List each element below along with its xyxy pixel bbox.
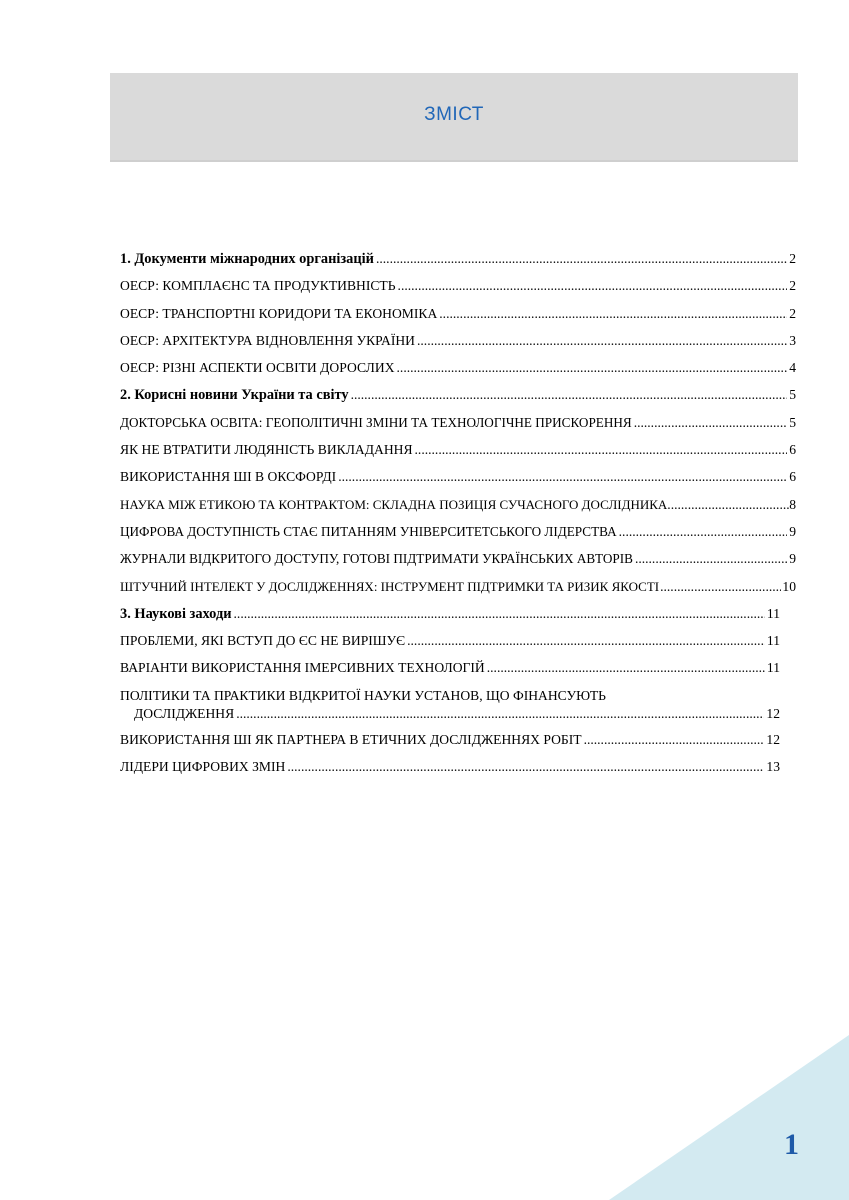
toc-entry-text: ЦИФРОВА ДОСТУПНІСТЬ СТАЄ ПИТАННЯМ УНІВЕРСИТЕТСЬКОГО ЛІДЕРСТВА [120,523,617,539]
toc-entry-page: 5 [789,387,796,403]
toc-entry[interactable] [120,578,796,605]
toc-leader-dots [619,523,788,541]
toc-entry[interactable] [120,632,780,659]
toc-entry-page: 10 [782,578,796,594]
toc-entry-text: ЯК НЕ ВТРАТИТИ ЛЮДЯНІСТЬ ВИКЛАДАННЯ [120,442,413,458]
toc-entry[interactable] [120,550,796,577]
toc-entry-multiline[interactable] [120,687,780,731]
toc-entry-page: 6 [789,442,796,458]
toc-leader-dots [439,305,787,323]
header-band [110,73,798,162]
toc-entry-page: 5 [789,414,796,430]
toc-entry[interactable] [120,441,796,468]
toc-entry[interactable] [120,305,796,332]
toc-entry[interactable] [120,758,780,785]
toc-heading: ЗМІСТ [424,104,484,125]
toc-entry-text: ОЕСР: ТРАНСПОРТНІ КОРИДОРИ ТА ЕКОНОМІКА [120,305,438,321]
toc-entry-section-1[interactable] [120,250,796,277]
toc-entry-section-3[interactable] [120,605,780,632]
toc-entry-page: 12 [766,705,780,721]
toc-entry-text: ОЕСР: РІЗНІ АСПЕКТИ ОСВІТИ ДОРОСЛИХ [120,360,395,376]
toc-entry-page: 9 [789,523,796,539]
toc-entry-text: 2. Корисні новини України та світу [120,387,349,404]
toc-leader-dots [234,605,765,623]
toc-entry[interactable] [120,731,780,758]
toc-entry[interactable] [120,496,796,523]
toc-entry-page: 6 [789,469,796,485]
toc-entry[interactable] [120,659,780,686]
toc-entry-page: 2 [789,278,796,294]
toc-leader-dots [236,705,764,723]
toc-entry-text-line2: ДОСЛІДЖЕННЯ [134,705,235,721]
table-of-contents [120,250,796,785]
toc-entry-text: ЖУРНАЛИ ВІДКРИТОГО ДОСТУПУ, ГОТОВІ ПІДТРИМАТИ УКРАЇНСЬКИХ АВТОРІВ [120,551,633,567]
corner-decoration [609,1035,849,1200]
toc-entry[interactable] [120,277,796,304]
toc-leader-dots [635,550,787,568]
toc-entry[interactable] [120,414,796,441]
toc-leader-dots [667,496,789,514]
toc-entry-page: 13 [766,759,780,775]
toc-entry-text: ДОКТОРСЬКА ОСВІТА: ГЕОПОЛІТИЧНІ ЗМІНИ ТА ТЕХНОЛОГІЧНЕ ПРИСКОРЕННЯ [120,414,632,430]
toc-entry-text: ОЕСР: АРХІТЕКТУРА ВІДНОВЛЕННЯ УКРАЇНИ [120,332,415,348]
toc-entry-page: 11 [766,633,780,649]
toc-entry-page: 12 [766,731,780,747]
toc-leader-dots [634,414,788,432]
toc-entry-text: НАУКА МІЖ ЕТИКОЮ ТА КОНТРАКТОМ: СКЛАДНА ПОЗИЦІЯ СУЧАСНОГО ДОСЛІДНИКА [120,496,668,512]
toc-leader-dots [338,468,787,486]
toc-entry-text: ЛІДЕРИ ЦИФРОВИХ ЗМІН [120,759,286,775]
toc-entry-text: ОЕСР: КОМПЛАЄНС ТА ПРОДУКТИВНІСТЬ [120,278,396,294]
toc-entry-page: 2 [789,305,796,321]
toc-leader-dots [398,277,788,295]
toc-leader-dots [287,758,764,776]
toc-entry-page: 11 [766,660,780,676]
toc-entry-text: ВАРІАНТИ ВИКОРИСТАННЯ ІМЕРСИВНИХ ТЕХНОЛОГІЙ [120,660,485,676]
toc-entry-text: ВИКОРИСТАННЯ ШІ В ОКСФОРДІ [120,469,337,485]
toc-entry-text: ВИКОРИСТАННЯ ШІ ЯК ПАРТНЕРА В ЕТИЧНИХ ДОСЛІДЖЕННЯХ РОБІТ [120,731,582,747]
toc-entry-text-line1: ПОЛІТИКИ ТА ПРАКТИКИ ВІДКРИТОЇ НАУКИ УСТАНОВ, ЩО ФІНАНСУЮТЬ [120,687,606,703]
toc-entry[interactable] [120,332,796,359]
toc-entry-page: 11 [766,605,780,621]
toc-entry[interactable] [120,359,796,386]
toc-entry-text: ШТУЧНИЙ ІНТЕЛЕКТ У ДОСЛІДЖЕННЯХ: ІНСТРУМЕНТ ПІДТРИМКИ ТА РИЗИК ЯКОСТІ [120,578,660,594]
toc-entry-page: 4 [789,360,796,376]
toc-leader-dots [351,386,788,404]
toc-leader-dots [376,250,787,268]
toc-leader-dots [660,578,781,596]
toc-entry-page: 9 [789,551,796,567]
toc-leader-dots [417,332,787,350]
toc-entry-text: ПРОБЛЕМИ, ЯКІ ВСТУП ДО ЄС НЕ ВИРІШУЄ [120,633,406,649]
toc-entry-section-2[interactable] [120,386,796,413]
toc-entry-text: 3. Наукові заходи [120,605,232,622]
toc-leader-dots [397,359,788,377]
toc-entry-page: 3 [789,332,796,348]
page-number: 1 [784,1128,799,1161]
toc-leader-dots [584,731,765,749]
toc-leader-dots [487,659,765,677]
toc-entry[interactable] [120,468,796,495]
toc-entry-page: 2 [789,251,796,266]
toc-leader-dots [407,632,765,650]
toc-entry[interactable] [120,523,796,550]
toc-entry-page: 8 [789,496,796,512]
toc-leader-dots [415,441,788,459]
toc-entry-text: 1. Документи міжнародних організацій [120,251,374,267]
